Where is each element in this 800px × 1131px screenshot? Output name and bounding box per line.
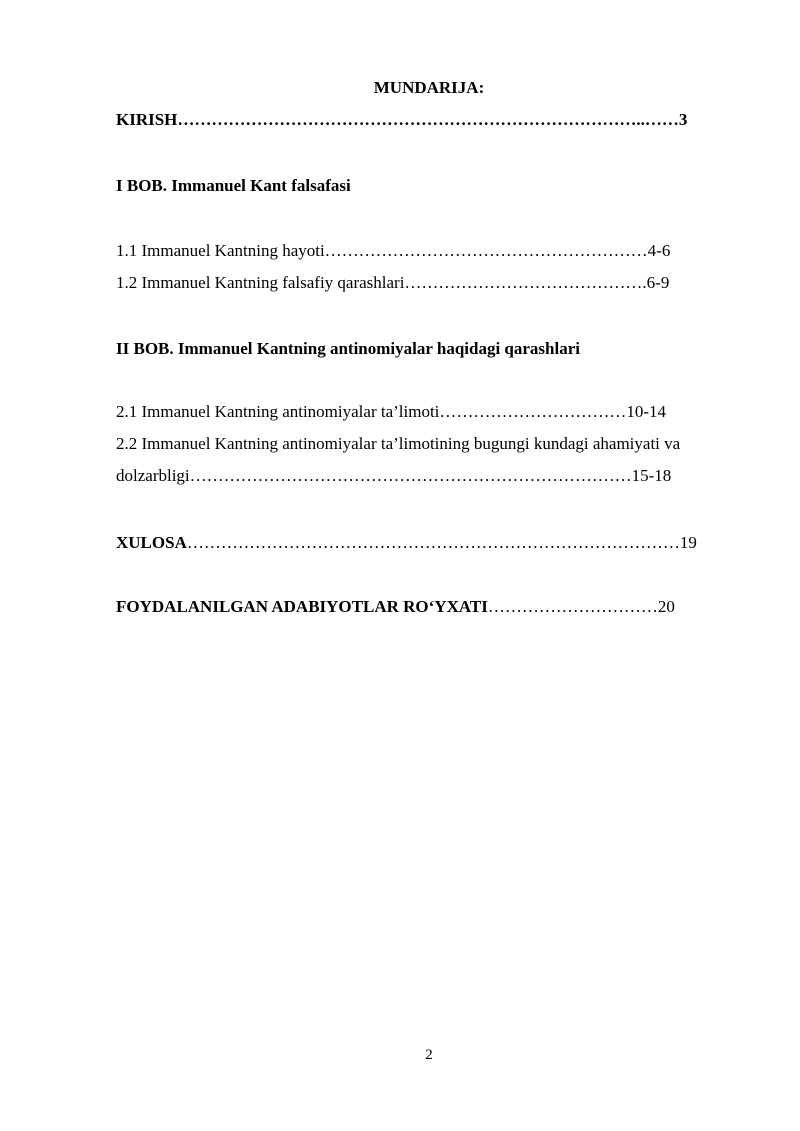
xulosa-label: XULOSA	[116, 533, 187, 552]
toc-entry-2-2-line-2: dolzarbligi……………………………………………………………………15-18	[116, 466, 672, 485]
references-leader-page: …………………………20	[487, 597, 675, 616]
toc-entry-xulosa	[116, 533, 697, 553]
toc-entry-kirish: KIRISH………………………………………………………………………..……3	[116, 110, 688, 129]
toc-entry-2-2-line-1: 2.2 Immanuel Kantning antinomiyalar ta’limotining bugungi kundagi ahamiyati va	[116, 434, 681, 453]
xulosa-leader-page: ……………………………………………………………………………19	[186, 533, 697, 552]
page-number: 2	[425, 1047, 433, 1063]
references-label: FOYDALANILGAN ADABIYOTLAR RO‘YXATI	[116, 597, 488, 616]
toc-entry-1-1: 1.1 Immanuel Kantning hayoti…………………………………………………4-6	[116, 241, 671, 260]
toc-title: MUNDARIJA:	[373, 78, 485, 97]
chapter-1-title: I BOB. Immanuel Kant falsafasi	[116, 176, 351, 195]
toc-entry-1-2: 1.2 Immanuel Kantning falsafiy qarashlari…………………………………….6-9	[116, 273, 670, 292]
toc-entry-references	[116, 597, 675, 617]
chapter-2-title: II BOB. Immanuel Kantning antinomiyalar haqidagi qarashlari	[116, 339, 580, 358]
toc-entry-2-1: 2.1 Immanuel Kantning antinomiyalar ta’limoti……………………………10-14	[116, 402, 667, 421]
